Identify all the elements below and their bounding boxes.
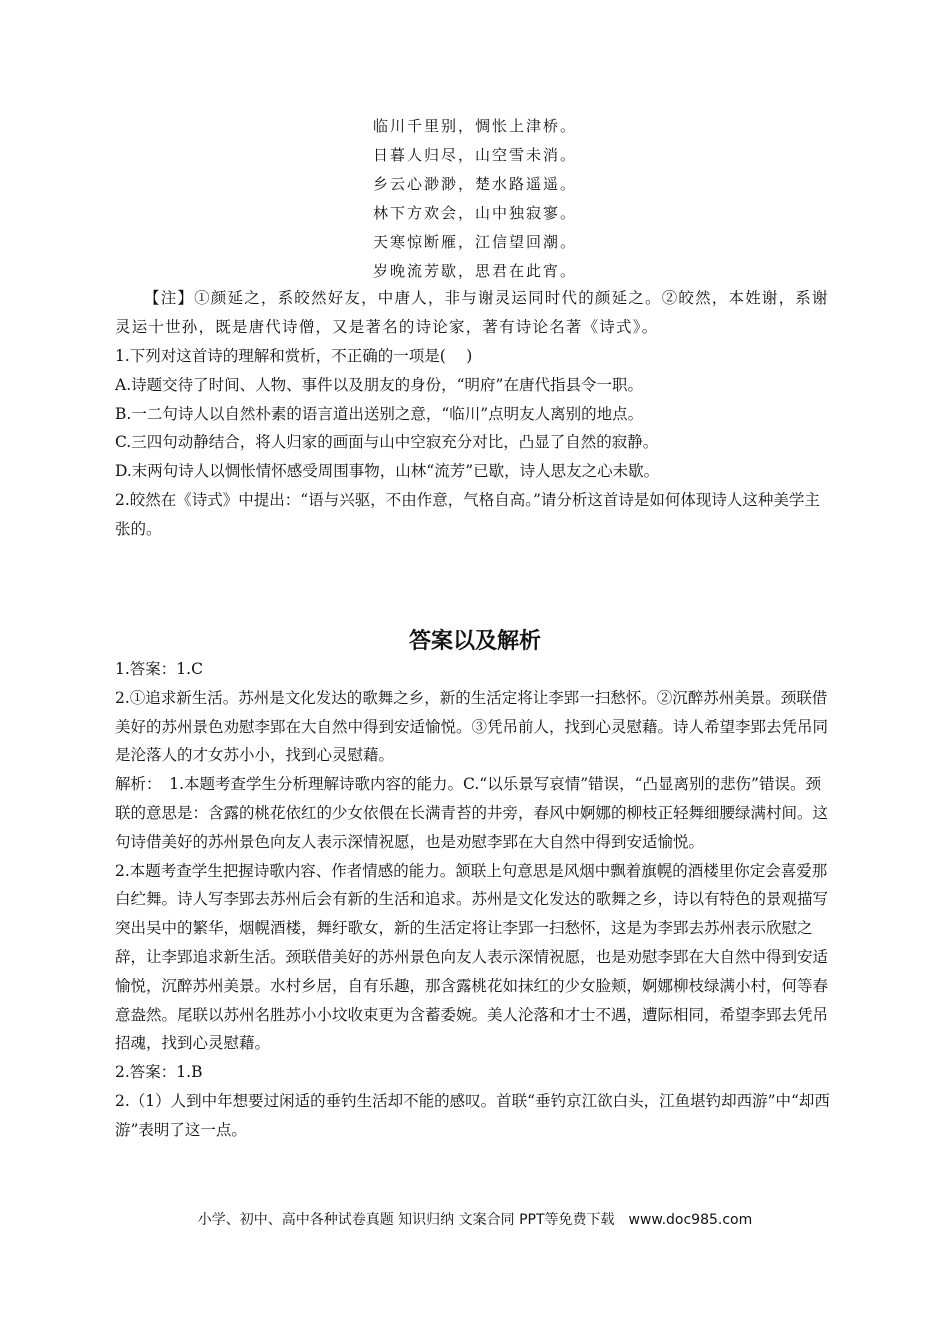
question-1: 1.下列对这首诗的理解和赏析，不正确的一项是( ) bbox=[115, 347, 473, 365]
page-footer: 小学、初中、高中各种试卷真题 知识归纳 文案合同 PPT等免费下载 www.doc985.com bbox=[197, 1212, 753, 1228]
question-list bbox=[115, 342, 835, 544]
answer-paragraph: 1.答案：1.C bbox=[115, 660, 203, 678]
option-a: A.诗题交待了时间、人物、事件以及朋友的身份，“明府”在唐代指县令一职。 bbox=[115, 375, 643, 394]
poem-line: 乡云心渺渺，楚水路遥遥。 bbox=[372, 175, 577, 193]
answer-list bbox=[115, 655, 835, 1145]
poem-line: 日暮人归尽，山空雪未消。 bbox=[372, 146, 577, 164]
poem-note: 【注】①颜延之，系皎然好友，中唐人，非与谢灵运同时代的颜延之。②皎然，本姓谢，系谢灵运十世孙，既是唐代诗僧，又是著名的诗论家，著有诗论名著《诗式》。 bbox=[115, 289, 829, 336]
poem-line: 林下方欢会，山中独寂寥。 bbox=[372, 204, 577, 222]
option-c: C.三四句动静结合，将人归家的画面与山中空寂充分对比，凸显了自然的寂静。 bbox=[115, 433, 659, 452]
answer-paragraph: 2.（1）人到中年想要过闲适的垂钓生活却不能的感叹。首联“垂钓京江欲白头，江鱼堪钓却西游”中“却西游”表明了这一点。 bbox=[115, 1091, 830, 1139]
answer-paragraph: 2.答案：1.B bbox=[115, 1063, 203, 1082]
poem-line: 天寒惊断雁，江信望回潮。 bbox=[372, 233, 577, 251]
answer-section-title: 答案以及解析 bbox=[408, 629, 541, 654]
poem bbox=[0, 112, 950, 286]
answer-paragraph: 2.①追求新生活。苏州是文化发达的歌舞之乡，新的生活定将让李郢一扫愁怀。②沉醉苏州美景。颈联借美好的苏州景色劝慰李郢在大自然中得到安适愉悦。③凭吊前人，找到心灵慰藉。诗人希望李郢去凭吊同是沦落人的才女苏小小，找到心灵慰藉。 bbox=[115, 688, 829, 765]
poem-line: 临川千里别，惆怅上津桥。 bbox=[372, 117, 577, 135]
option-b: B.一二句诗人以自然朴素的语言道出送别之意，“临川”点明友人离别的地点。 bbox=[115, 404, 644, 423]
option-d: D.末两句诗人以惆怅情怀感受周围事物，山林“流芳”已歇，诗人思友之心未歇。 bbox=[115, 462, 660, 481]
poem-line: 岁晚流芳歇，思君在此宵。 bbox=[372, 262, 577, 280]
answer-paragraph: 解析： 1.本题考查学生分析理解诗歌内容的能力。C.“以乐景写哀情”错误，“凸显离别的悲伤”错误。颈联的意思是：含露的桃花依红的少女依偎在长满青苔的井旁，春风中婀娜的柳枝正轻舞细腰绿满村间。这句诗借美好的苏州景色向友人表示深情祝愿，也是劝慰李郢在大自然中得到安适愉悦。 bbox=[115, 775, 829, 851]
question-2: 2.皎然在《诗式》中提出：“语与兴驱，不由作意，气格自高。”请分析这首诗是如何体现诗人这种美学主张的。 bbox=[115, 490, 820, 538]
answer-paragraph: 2.本题考查学生把握诗歌内容、作者情感的能力。颔联上句意思是风烟中飘着旗幌的酒楼里你定会喜爱那白纻舞。诗人写李郢去苏州后会有新的生活和追求。苏州是文化发达的歌舞之乡，诗以有特色的景观描写突出吴中的繁华，烟幌酒楼，舞纡歌女，新的生活定将让李郢一扫愁怀，这是为李郢去苏州表示欣慰之辞，让李郢追求新生活。颈联借美好的苏州景色向友人表示深情祝愿，也是劝慰李郢在大自然中得到安适愉悦，沉醉苏州美景。水村乡居，自有乐趣，那含露桃花如抹红的少女脸颊，婀娜柳枝绿满小村，何等春意盎然。尾联以苏州名胜苏小小坟收束更为含蓄委婉。美人沦落和才士不遇，遭际相同，希望李郢去凭吊招魂，找到心灵慰藉。 bbox=[115, 861, 829, 1053]
